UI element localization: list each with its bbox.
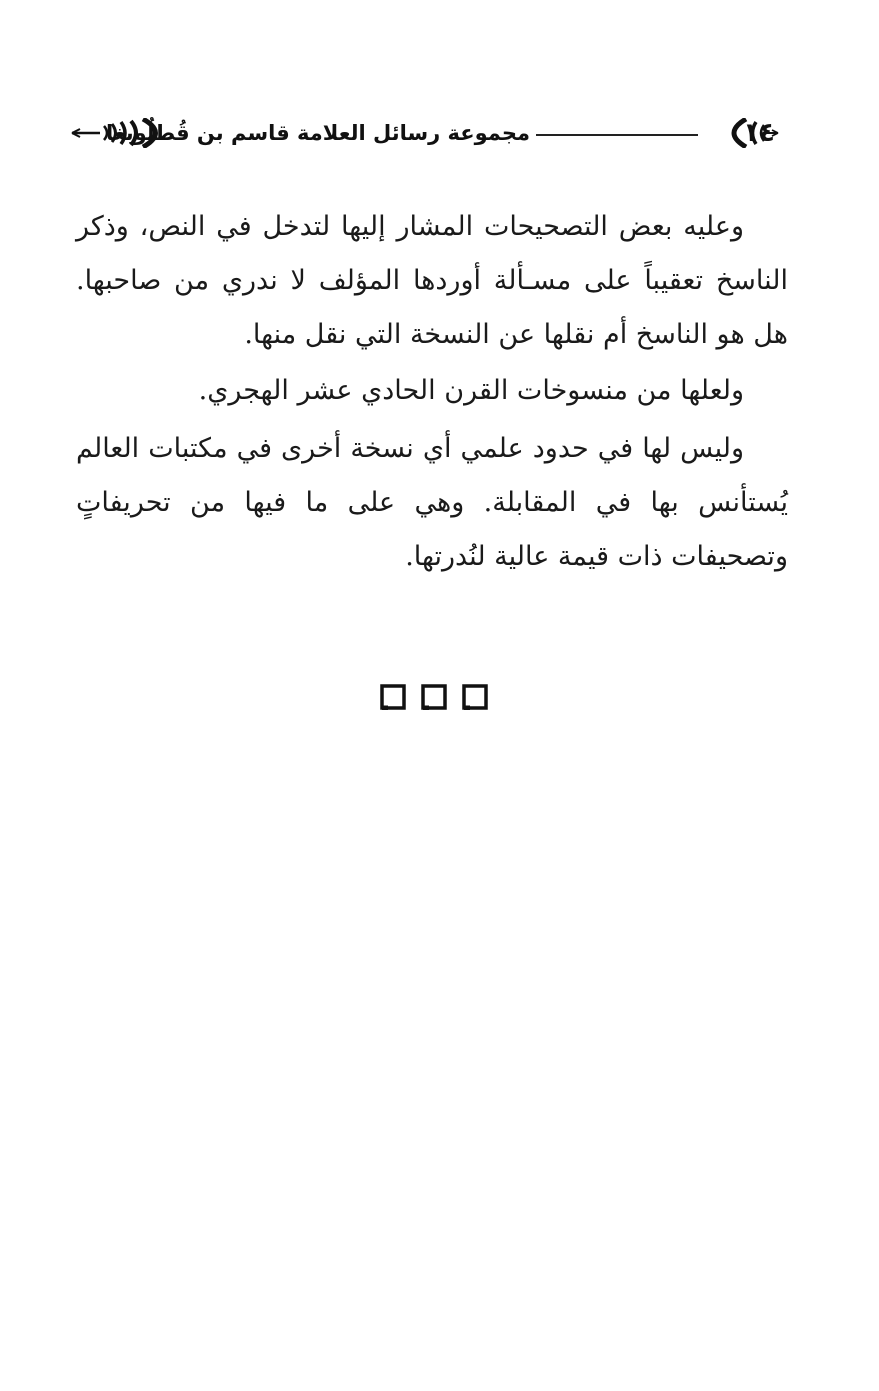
section-end-mark — [380, 684, 488, 710]
square-box-icon — [462, 684, 488, 710]
body-text — [76, 200, 788, 584]
page-number: ١٤ — [743, 118, 775, 148]
ornament-flourish-icon — [720, 118, 780, 148]
square-box-icon — [380, 684, 406, 710]
book-title: مجموعة رسائل العلامة قاسم بن قُطلُوبغا — [106, 121, 530, 145]
running-header — [70, 112, 780, 156]
header-rule — [536, 134, 698, 136]
paragraph-2: ولعلها من منسوخات القرن الحادي عشر الهجري. — [198, 375, 744, 406]
paragraph-1: وعليه بعض التصحيحات المشار إليها لتدخل في النص، وذكر الناسخ تعقيباً على مسـألة أوردها المؤلف لا ندري من صاحبها. هل هو الناسخ أم نقلها عن النسخة التي نقل منها. — [76, 211, 788, 350]
square-box-icon — [421, 684, 447, 710]
paragraph-3: وليس لها في حدود علمي أي نسخة أخرى في مكتبات العالم يُستأنس بها في المقابلة. وهي على ما فيها من تحريفاتٍ وتصحيفات ذات قيمة عالية لنُدرتها. — [76, 433, 788, 572]
